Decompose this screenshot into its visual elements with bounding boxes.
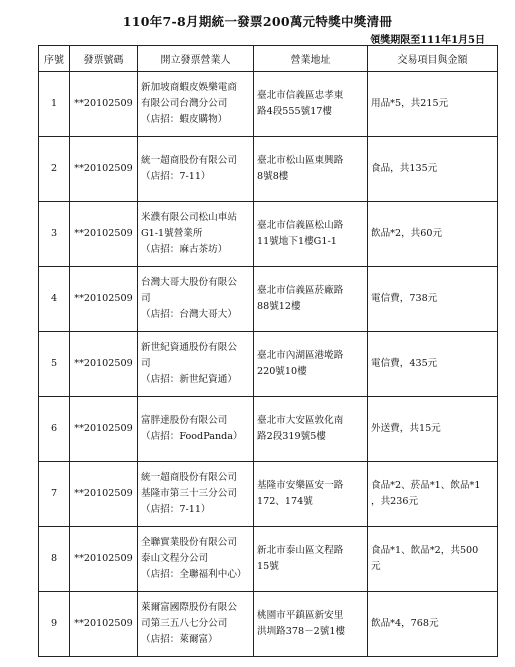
row-number: 2 — [39, 137, 70, 202]
transaction-items-line: 食品*1、飲品*2，共500 — [371, 545, 479, 556]
business-address — [254, 332, 368, 397]
business-address-line: 臺北市松山區東興路 — [257, 155, 344, 166]
merchant-name-line: （店招：麻古茶坊） — [141, 244, 228, 255]
merchant-name-line: 米濮有限公司松山車站 — [141, 212, 237, 223]
merchant-name-line: 統一超商股份有限公司 — [141, 472, 237, 483]
merchant-name-line: 全聯實業股份有限公司 — [141, 537, 237, 548]
business-address-line: 路4段555號17樓 — [257, 106, 332, 117]
transaction-items-line: 食品*2、菸品*1、飲品*1 — [371, 480, 481, 491]
transaction-items — [368, 267, 498, 332]
invoice-number: **20102509 — [70, 397, 138, 462]
invoice-number: **20102509 — [70, 202, 138, 267]
transaction-items-line: 元 — [371, 561, 381, 572]
business-address-line: 15號 — [257, 561, 279, 572]
merchant-name-line: （店招：全聯福利中心） — [141, 569, 247, 580]
merchant-name — [138, 592, 254, 657]
merchant-name-line: 司第三五八七分公司 — [141, 618, 228, 629]
business-address-line: 基隆市安樂區安一路 — [257, 480, 344, 491]
business-address-line: 11號地下1樓G1-1 — [257, 236, 337, 247]
business-address-line: 臺北市信義區忠孝東 — [257, 90, 344, 101]
business-address — [254, 592, 368, 657]
merchant-name-line: G1-1號營業所 — [141, 228, 203, 239]
business-address-line: 臺北市信義區松山路 — [257, 220, 344, 231]
business-address — [254, 397, 368, 462]
merchant-name-line: 萊爾富國際股份有限公 — [141, 602, 237, 613]
invoice-number: **20102509 — [70, 332, 138, 397]
merchant-name — [138, 332, 254, 397]
row-number: 5 — [39, 332, 70, 397]
merchant-name — [138, 267, 254, 332]
business-address — [254, 267, 368, 332]
transaction-items — [368, 592, 498, 657]
row-number: 1 — [39, 72, 70, 137]
merchant-name — [138, 397, 254, 462]
transaction-items-line: 飲品*4，768元 — [371, 618, 439, 629]
merchant-name-line: （店招：FoodPanda） — [141, 431, 243, 442]
invoice-number: **20102509 — [70, 527, 138, 592]
merchant-name — [138, 137, 254, 202]
merchant-name-line: （店招：7-11） — [141, 504, 211, 515]
transaction-items-line: 用品*5，共215元 — [371, 98, 449, 109]
transaction-items — [368, 332, 498, 397]
business-address-line: 220號10樓 — [257, 366, 307, 377]
transaction-items-line: ，共236元 — [371, 496, 419, 507]
business-address-line: 88號12樓 — [257, 301, 301, 312]
header-no: 序號 — [39, 46, 70, 72]
header-address: 營業地址 — [254, 46, 368, 72]
merchant-name-line: 有限公司台灣分公司 — [141, 98, 228, 109]
table-header-row — [39, 46, 498, 72]
transaction-items — [368, 397, 498, 462]
business-address — [254, 72, 368, 137]
business-address-line: 臺北市大安區敦化南 — [257, 415, 344, 426]
merchant-name — [138, 202, 254, 267]
business-address-line: 新北市泰山區文程路 — [257, 545, 344, 556]
merchant-name-line: 新加坡商蝦皮娛樂電商 — [141, 82, 237, 93]
table-row — [39, 527, 498, 592]
merchant-name-line: （店招：7-11） — [141, 171, 211, 182]
merchant-name-line: 泰山文程分公司 — [141, 553, 209, 564]
business-address-line: 172、174號 — [257, 496, 313, 507]
invoice-number: **20102509 — [70, 592, 138, 657]
business-address — [254, 137, 368, 202]
transaction-items-line: 飲品*2，共60元 — [371, 228, 443, 239]
table-row — [39, 332, 498, 397]
merchant-name-line: 新世紀資通股份有限公 — [141, 342, 237, 353]
table-row — [39, 72, 498, 137]
merchant-name — [138, 462, 254, 527]
business-address-line: 臺北市內湖區港墘路 — [257, 350, 344, 361]
merchant-name-line: （店招：萊爾富） — [141, 634, 218, 645]
business-address-line: 桃園市平鎮區新安里 — [257, 610, 344, 621]
table-row — [39, 397, 498, 462]
merchant-name-line: 司 — [141, 358, 151, 369]
row-number: 3 — [39, 202, 70, 267]
business-address — [254, 202, 368, 267]
row-number: 6 — [39, 397, 70, 462]
business-address-line: 8號8樓 — [257, 171, 289, 182]
transaction-items — [368, 202, 498, 267]
merchant-name-line: （店招：蝦皮購物） — [141, 114, 228, 125]
table-row — [39, 137, 498, 202]
business-address-line: 洪圳路378－2號1樓 — [257, 626, 346, 637]
row-number: 7 — [39, 462, 70, 527]
merchant-name-line: （店招：新世紀資通） — [141, 374, 237, 385]
merchant-name-line: 基隆市第三十三分公司 — [141, 488, 237, 499]
business-address-line: 臺北市信義區菸廠路 — [257, 285, 344, 296]
transaction-items — [368, 72, 498, 137]
transaction-items-line: 食品，共135元 — [371, 163, 438, 174]
merchant-name-line: 富胖達股份有限公司 — [141, 415, 228, 426]
page-title: 110年7-8月期統一發票200萬元特獎中獎清冊 — [122, 14, 393, 29]
claim-deadline: 領獎期限至111年1月5日 — [370, 35, 485, 46]
merchant-name-line: （店招：台灣大哥大） — [141, 309, 237, 320]
header-invoice: 發票號碼 — [70, 46, 138, 72]
merchant-name — [138, 72, 254, 137]
invoice-number: **20102509 — [70, 137, 138, 202]
table-row — [39, 202, 498, 267]
row-number: 8 — [39, 527, 70, 592]
transaction-items — [368, 462, 498, 527]
merchant-name-line: 司 — [141, 293, 151, 304]
transaction-items-line: 電信費，738元 — [371, 293, 438, 304]
transaction-items — [368, 137, 498, 202]
row-number: 4 — [39, 267, 70, 332]
invoice-number: **20102509 — [70, 72, 138, 137]
transaction-items-line: 外送費，共15元 — [371, 423, 441, 434]
row-number: 9 — [39, 592, 70, 657]
table-row — [39, 592, 498, 657]
business-address — [254, 527, 368, 592]
merchant-name-line: 統一超商股份有限公司 — [141, 155, 237, 166]
winners-table — [38, 45, 498, 657]
header-items: 交易項目與金額 — [368, 46, 498, 72]
merchant-name — [138, 527, 254, 592]
table-row — [39, 462, 498, 527]
invoice-number: **20102509 — [70, 462, 138, 527]
header-merchant: 開立發票營業人 — [138, 46, 254, 72]
merchant-name-line: 台灣大哥大股份有限公 — [141, 277, 237, 288]
business-address-line: 路2段319號5樓 — [257, 431, 326, 442]
invoice-number: **20102509 — [70, 267, 138, 332]
business-address — [254, 462, 368, 527]
transaction-items — [368, 527, 498, 592]
table-row — [39, 267, 498, 332]
transaction-items-line: 電信費，435元 — [371, 358, 438, 369]
